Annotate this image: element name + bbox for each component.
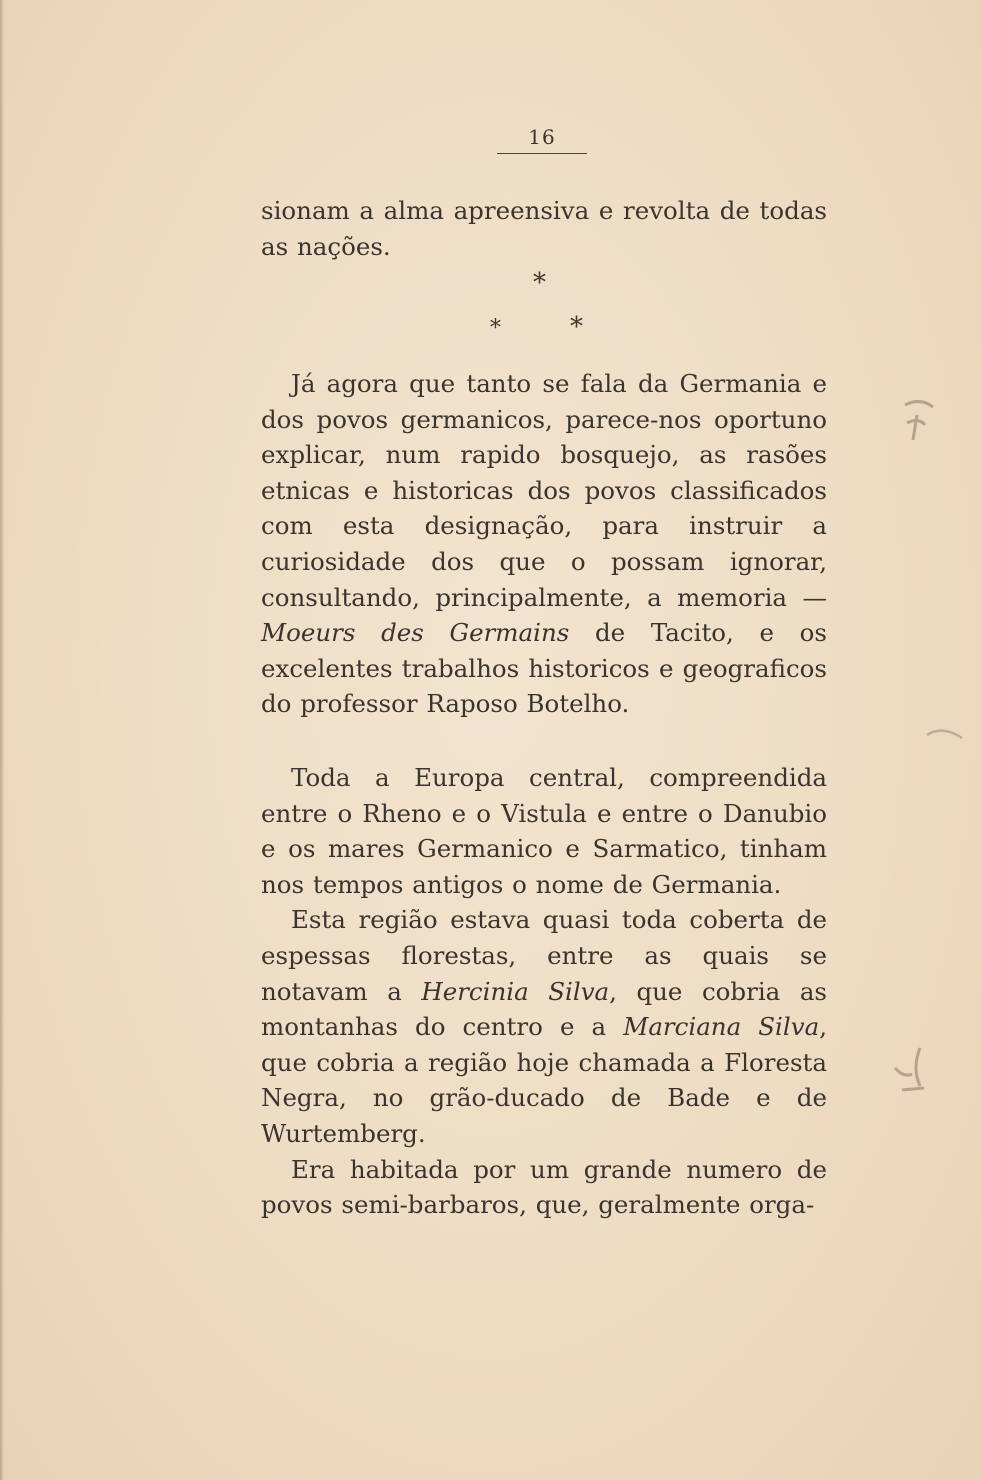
book-title-italic: Moeurs des Germains (261, 618, 570, 648)
asterisk-ornament-top: * (533, 268, 546, 298)
paragraph-germania-intro (261, 366, 827, 722)
page-number-rule (497, 153, 587, 154)
paragraph-4-text-a: Esta região estava quasi toda coberta de espessas florestas, entre as quais se notavam a (261, 905, 827, 1006)
paragraph-3: Toda a Europa central, compreendida entre o Rheno e o Vistula e entre o Danubio e os mares Germanico e Sarmatico, tinham nos tempos antigos o nome de Germania. (261, 763, 827, 899)
forest-name-hercinia: Hercinia Silva (421, 976, 610, 1006)
asterisk-ornament-right: * (570, 312, 583, 342)
page-edge-shadow (0, 0, 4, 1480)
paragraph-4-text-b: , que cobria as montanhas do centro e a (261, 976, 827, 1042)
asterisk-ornament-left: * (490, 316, 501, 341)
forest-name-marciana: Marciana Silva (623, 1012, 820, 1042)
ink-bleed-mark-2 (922, 720, 972, 750)
paragraph-1: sionam a alma apreensiva e revolta de todas as nações. (261, 196, 827, 261)
paragraph-group-europe (261, 760, 827, 1223)
paragraph-2 (261, 366, 827, 722)
paragraph-2-text-b: de Tacito, e os excelentes trabalhos historicos e geograficos do professor Raposo Botelho. (261, 618, 827, 719)
page-number: 16 (528, 125, 556, 149)
paragraph-continuation (261, 193, 827, 264)
ink-bleed-mark-3 (890, 1038, 940, 1098)
paragraph-5: Era habitada por um grande numero de povos semi-barbaros, que, geralmente orga- (261, 1154, 827, 1220)
paragraph-4-text-c: , que cobria a região hoje chamada a Floresta Negra, no grão-ducado de Bade e de Wurtemberg. (261, 1012, 827, 1148)
paragraph-2-text-a: Já agora que tanto se fala da Germania e dos povos germanicos, parece-nos oportuno explicar, num rapido bosquejo, as rasões etnicas e historicas dos povos classificados com esta designação, para instruir a curiosidade dos que o possam ignorar, consultando, principalmente, a memoria — (261, 369, 827, 612)
ink-bleed-mark-1 (895, 395, 940, 455)
paragraph-4 (261, 902, 827, 1151)
